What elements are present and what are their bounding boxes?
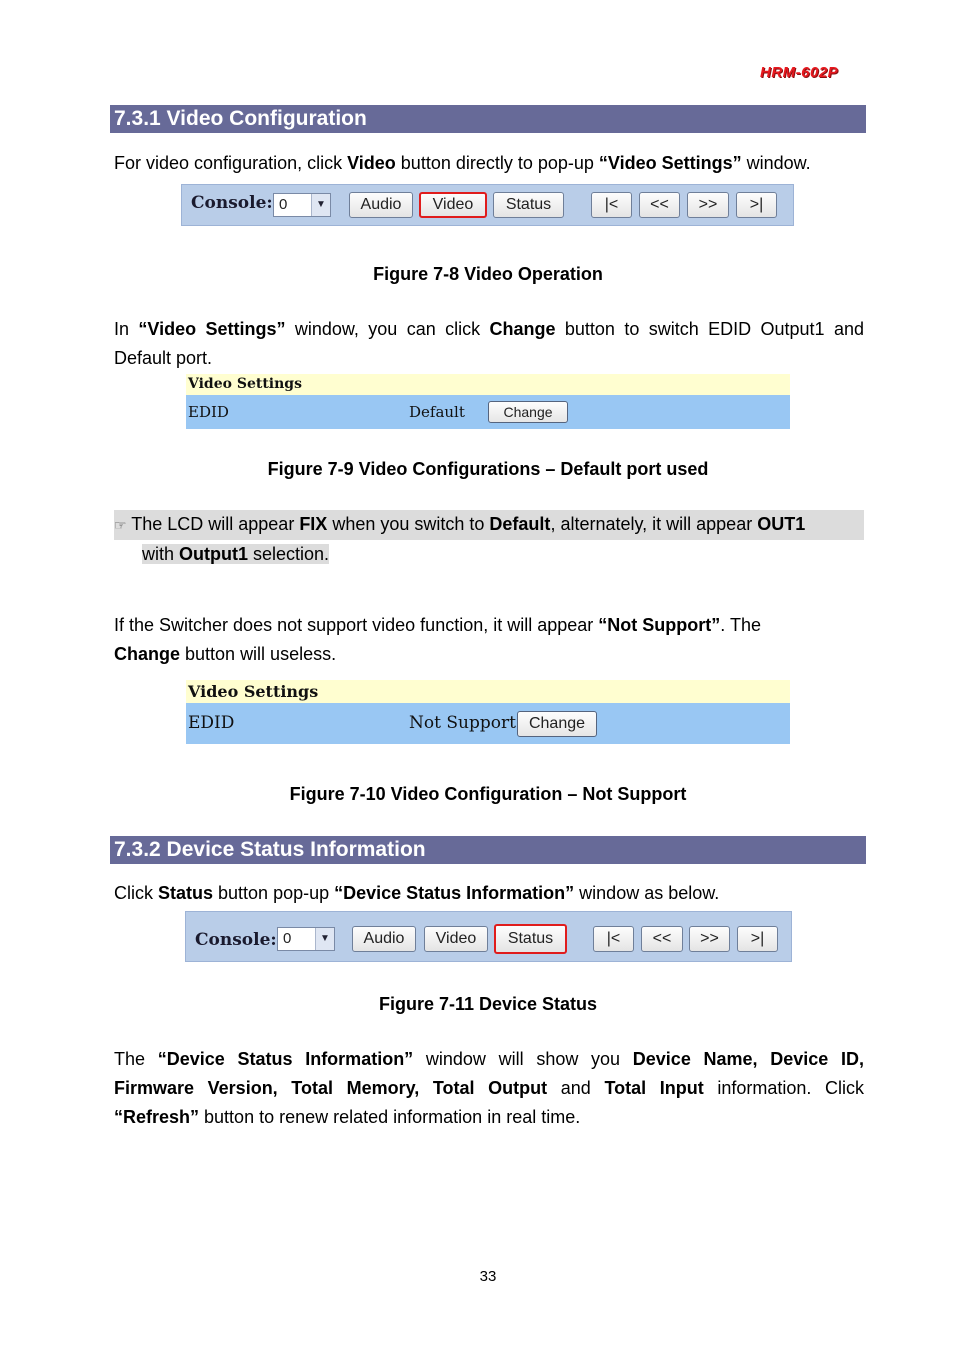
- bold-text: FIX: [299, 514, 328, 534]
- console-label: Console:: [191, 193, 273, 213]
- text: window as below.: [574, 883, 720, 903]
- console-label: Console:: [195, 930, 277, 950]
- paragraph-not-support: [114, 611, 864, 669]
- text: The LCD will appear: [126, 514, 300, 534]
- text: window, you can click: [285, 319, 490, 339]
- text: . The: [720, 615, 761, 635]
- text: window will show you: [413, 1049, 633, 1069]
- video-button[interactable]: Video: [419, 192, 487, 218]
- note-line-1: [114, 510, 864, 540]
- text: button directly to pop-up: [395, 153, 599, 173]
- console-select[interactable]: [273, 193, 331, 217]
- edid-label: EDID: [188, 403, 229, 421]
- bold-text: “Video Settings”: [138, 319, 286, 339]
- bold-text: Total Input: [604, 1078, 704, 1098]
- edid-value: Default: [409, 403, 465, 421]
- bold-text: Change: [489, 319, 556, 339]
- bold-text: Change: [114, 644, 181, 664]
- video-settings-panel-not-support: [186, 680, 790, 744]
- text: and: [547, 1078, 605, 1098]
- chevron-down-icon: ▼: [315, 928, 334, 950]
- text: The: [114, 1049, 158, 1069]
- note-line-2: [142, 544, 329, 564]
- chevron-down-icon: ▼: [311, 194, 330, 216]
- text: button pop-up: [213, 883, 335, 903]
- figure-caption-7-11: Figure 7-11 Device Status: [378, 994, 598, 1014]
- last-button[interactable]: >|: [737, 926, 778, 952]
- status-button[interactable]: Status: [493, 192, 564, 218]
- text: Click: [114, 883, 158, 903]
- console-select-value: 0: [283, 930, 292, 947]
- next-button[interactable]: >>: [687, 192, 729, 218]
- bold-text: Status: [158, 883, 214, 903]
- text: button to switch EDID Output1 and Default port.: [114, 319, 864, 368]
- brand-model: HRM-602P: [760, 64, 839, 81]
- bold-text: Output1: [179, 544, 249, 564]
- console-select[interactable]: [277, 927, 335, 951]
- text: window.: [741, 153, 811, 173]
- edid-row: [186, 703, 790, 744]
- console-select-value: 0: [279, 196, 288, 213]
- edid-value: Not Support: [409, 713, 516, 733]
- bold-text: Default: [489, 514, 551, 534]
- text: , alternately, it will appear: [550, 514, 758, 534]
- text: In: [114, 319, 139, 339]
- text: If the Switcher does not support video function, it will appear: [114, 615, 599, 635]
- paragraph-status-details: [114, 1045, 864, 1132]
- page-number: 33: [479, 1268, 497, 1285]
- text: button to renew related information in real time.: [199, 1107, 581, 1127]
- first-button[interactable]: |<: [591, 192, 632, 218]
- bold-text: “Device Status Information”: [157, 1049, 414, 1069]
- bold-text: “Refresh”: [114, 1107, 200, 1127]
- change-button[interactable]: Change: [488, 401, 568, 423]
- bold-text: OUT1: [757, 514, 806, 534]
- bold-text: “Device Status Information”: [334, 883, 575, 903]
- console-toolbar-status: [185, 911, 792, 962]
- paragraph-video-intro: [114, 149, 864, 178]
- figure-caption-7-8: Figure 7-8 Video Operation: [373, 264, 603, 284]
- bold-text: “Video Settings”: [598, 153, 742, 173]
- edid-row: [186, 395, 790, 429]
- last-button[interactable]: >|: [736, 192, 777, 218]
- paragraph-status-intro: [114, 879, 864, 908]
- audio-button[interactable]: Audio: [352, 926, 416, 952]
- text: when you switch to: [327, 514, 490, 534]
- note-lcd: [114, 510, 864, 569]
- bold-text: “Not Support”: [598, 615, 721, 635]
- change-button[interactable]: Change: [517, 711, 597, 737]
- next-button[interactable]: >>: [689, 926, 730, 952]
- figure-caption-7-9: Figure 7-9 Video Configurations – Default port used: [267, 459, 709, 479]
- previous-button[interactable]: <<: [641, 926, 683, 952]
- edid-label: EDID: [188, 713, 235, 733]
- text: with: [142, 544, 180, 564]
- status-button[interactable]: Status: [494, 924, 567, 954]
- video-settings-panel-default: [186, 374, 790, 429]
- panel-title: Video Settings: [186, 374, 790, 395]
- pointing-hand-icon: ☞: [114, 517, 127, 533]
- audio-button[interactable]: Audio: [349, 192, 413, 218]
- console-toolbar-video: [181, 184, 794, 226]
- first-button[interactable]: |<: [593, 926, 634, 952]
- bold-text: Video: [347, 153, 396, 173]
- video-button[interactable]: Video: [424, 926, 488, 952]
- paragraph-change-edid: [114, 315, 864, 373]
- bold-text: Device Name, Device ID, Firmware Version, Total Memory, Total Output: [114, 1049, 865, 1098]
- figure-caption-7-10: Figure 7-10 Video Configuration – Not Support: [289, 784, 687, 804]
- text: information. Click: [703, 1078, 864, 1098]
- text: selection.: [248, 544, 330, 564]
- text: button will useless.: [180, 644, 337, 664]
- text: For video configuration, click: [114, 153, 348, 173]
- previous-button[interactable]: <<: [639, 192, 680, 218]
- panel-title: Video Settings: [186, 680, 790, 703]
- section-title-video-configuration: 7.3.1 Video Configuration: [110, 105, 866, 133]
- section-title-device-status: 7.3.2 Device Status Information: [110, 836, 866, 864]
